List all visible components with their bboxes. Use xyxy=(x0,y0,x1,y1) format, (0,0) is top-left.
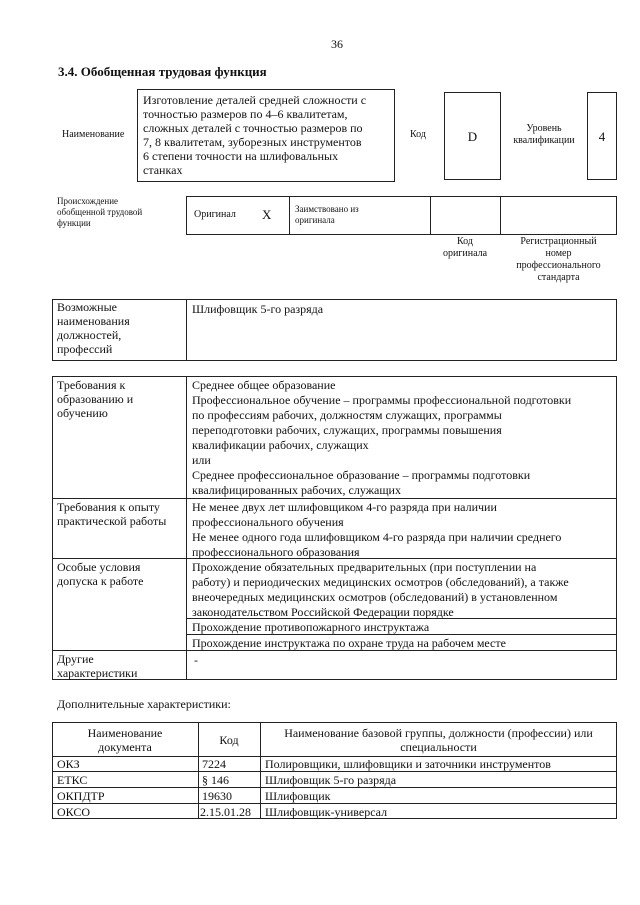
col-name-header-line: специальности xyxy=(400,740,477,754)
table-row-doc: ОКПДТР xyxy=(57,789,105,803)
name-box xyxy=(137,89,395,182)
positions-label-line: наименования xyxy=(57,314,130,328)
section-title: 3.4. Обобщенная трудовая функция xyxy=(58,64,267,79)
table-row-doc: ОКЗ xyxy=(57,757,80,771)
origin-label-line: Происхождение xyxy=(57,196,119,206)
name-line: 6 степени точности на шлифовальных xyxy=(143,149,339,163)
education-label-line: образованию и xyxy=(57,392,134,406)
page-number: 36 xyxy=(331,37,343,51)
admission-line: законодательством Российской Федерации порядке xyxy=(192,605,454,619)
level-label-line: квалификации xyxy=(513,135,575,146)
code-value: D xyxy=(467,129,478,144)
table-row-code: 19630 xyxy=(202,789,232,803)
education-label-line: Требования к xyxy=(57,378,126,392)
table-row-code: 2.15.01.28 xyxy=(200,805,251,819)
table-row-doc: ОКСО xyxy=(57,805,91,819)
table-row-name: Шлифовщик-универсал xyxy=(265,805,388,819)
reg-number-label-line: Регистрационный xyxy=(520,236,597,247)
other-label-line: Другие xyxy=(57,652,94,666)
admission-line: внеочередных медицинских осмотров (обследований) в установленном xyxy=(192,590,558,604)
col-code-header: Код xyxy=(219,733,239,747)
original-label: Оригинал xyxy=(194,209,236,220)
table-row-code: 7224 xyxy=(202,757,226,771)
table-row-code: § 146 xyxy=(202,773,229,787)
education-line: или xyxy=(192,453,211,467)
col-doc-header xyxy=(52,726,198,754)
table-row-doc: ЕТКС xyxy=(57,773,88,787)
col-name-header-line: Наименование базовой группы, должности (профессии) или xyxy=(284,726,593,740)
name-line: точностью размеров по 4–6 квалитетам, xyxy=(143,107,348,121)
reg-number-label xyxy=(500,236,617,284)
borrowed-label-line: Заимствовано из xyxy=(295,204,359,214)
education-line: Среднее профессиональное образование – программы подготовки xyxy=(192,468,531,482)
reg-number-label-line: профессионального xyxy=(516,260,601,271)
name-line: Изготовление деталей средней сложности с xyxy=(143,93,367,107)
col-name-header xyxy=(260,726,617,754)
experience-value xyxy=(192,500,561,560)
name-line: станках xyxy=(143,163,183,177)
table-row-name: Шлифовщик xyxy=(265,789,331,803)
code-original-label xyxy=(430,236,500,260)
positions-label-line: Возможные xyxy=(57,300,117,314)
experience-label-line: практической работы xyxy=(57,514,167,528)
positions-label xyxy=(57,300,130,356)
experience-label xyxy=(57,500,166,528)
admission-safety: Прохождение инструктажа по охране труда на рабочем месте xyxy=(192,636,506,650)
education-line: Среднее общее образование xyxy=(192,378,336,392)
reg-number-label-line: стандарта xyxy=(537,272,580,283)
reg-number-label-line: номер xyxy=(545,248,572,259)
experience-line: Не менее одного года шлифовщиком 4-го разряда при наличии среднего xyxy=(192,530,562,544)
code-original-label-line: Код xyxy=(457,236,473,247)
origin-label-line: обобщенной трудовой xyxy=(57,207,143,217)
admission-label xyxy=(57,560,144,588)
education-line: Профессиональное обучение – программы профессиональной подготовки xyxy=(192,393,572,407)
positions-value: Шлифовщик 5-го разряда xyxy=(192,302,324,316)
level-label xyxy=(507,123,581,147)
table-row-name: Шлифовщик 5-го разряда xyxy=(265,773,397,787)
other-label-line: характеристики xyxy=(57,666,138,680)
borrowed-label xyxy=(295,204,359,226)
code-original-label-line: оригинала xyxy=(442,248,488,259)
name-label: Наименование xyxy=(62,129,125,140)
admission-value xyxy=(192,560,569,620)
level-label-line: Уровень xyxy=(526,123,562,134)
code-label: Код xyxy=(410,129,426,140)
other-value: - xyxy=(194,653,198,667)
borrowed-label-line: оригинала xyxy=(295,215,335,225)
education-line: квалификации рабочих, служащих xyxy=(192,438,369,452)
education-line: по профессиям рабочих, должностям служащих, программы xyxy=(192,408,502,422)
positions-table xyxy=(52,299,617,361)
col-doc-header-line: документа xyxy=(98,740,152,754)
education-label xyxy=(57,378,133,420)
table-row-name: Полировщики, шлифовщики и заточники инструментов xyxy=(265,757,551,771)
experience-line: профессионального образования xyxy=(192,545,360,559)
education-value xyxy=(192,378,571,498)
col-doc-header-line: Наименование xyxy=(87,726,163,740)
admission-line: работу) и периодических медицинских осмотров (обследований), а также xyxy=(192,575,569,589)
admission-fire: Прохождение противопожарного инструктажа xyxy=(192,620,430,634)
experience-line: профессионального обучения xyxy=(192,515,344,529)
admission-line: Прохождение обязательных предварительных (при поступлении на xyxy=(192,560,537,574)
education-line: квалифицированных рабочих, служащих xyxy=(192,483,401,497)
experience-label-line: Требования к опыту xyxy=(57,500,160,514)
level-value: 4 xyxy=(598,129,606,144)
positions-label-line: должностей, xyxy=(57,328,122,342)
original-mark: X xyxy=(262,207,272,222)
name-line: 7, 8 квалитетам, зуборезных инструментов xyxy=(143,135,362,149)
additional-title: Дополнительные характеристики: xyxy=(57,697,231,711)
level-box xyxy=(587,92,617,180)
name-line: сложных деталей с точностью размеров по xyxy=(143,121,363,135)
education-line: переподготовки рабочих, служащих, программы повышения xyxy=(192,423,502,437)
education-label-line: обучению xyxy=(57,406,108,420)
experience-line: Не менее двух лет шлифовщиком 4-го разряда при наличии xyxy=(192,500,497,514)
origin-table xyxy=(186,196,617,235)
origin-label-line: функции xyxy=(57,218,91,228)
other-label xyxy=(57,652,137,680)
admission-label-line: Особые условия xyxy=(57,560,141,574)
code-box xyxy=(444,92,501,180)
admission-label-line: допуска к работе xyxy=(57,574,144,588)
positions-label-line: профессий xyxy=(57,342,113,356)
origin-label xyxy=(57,196,142,229)
